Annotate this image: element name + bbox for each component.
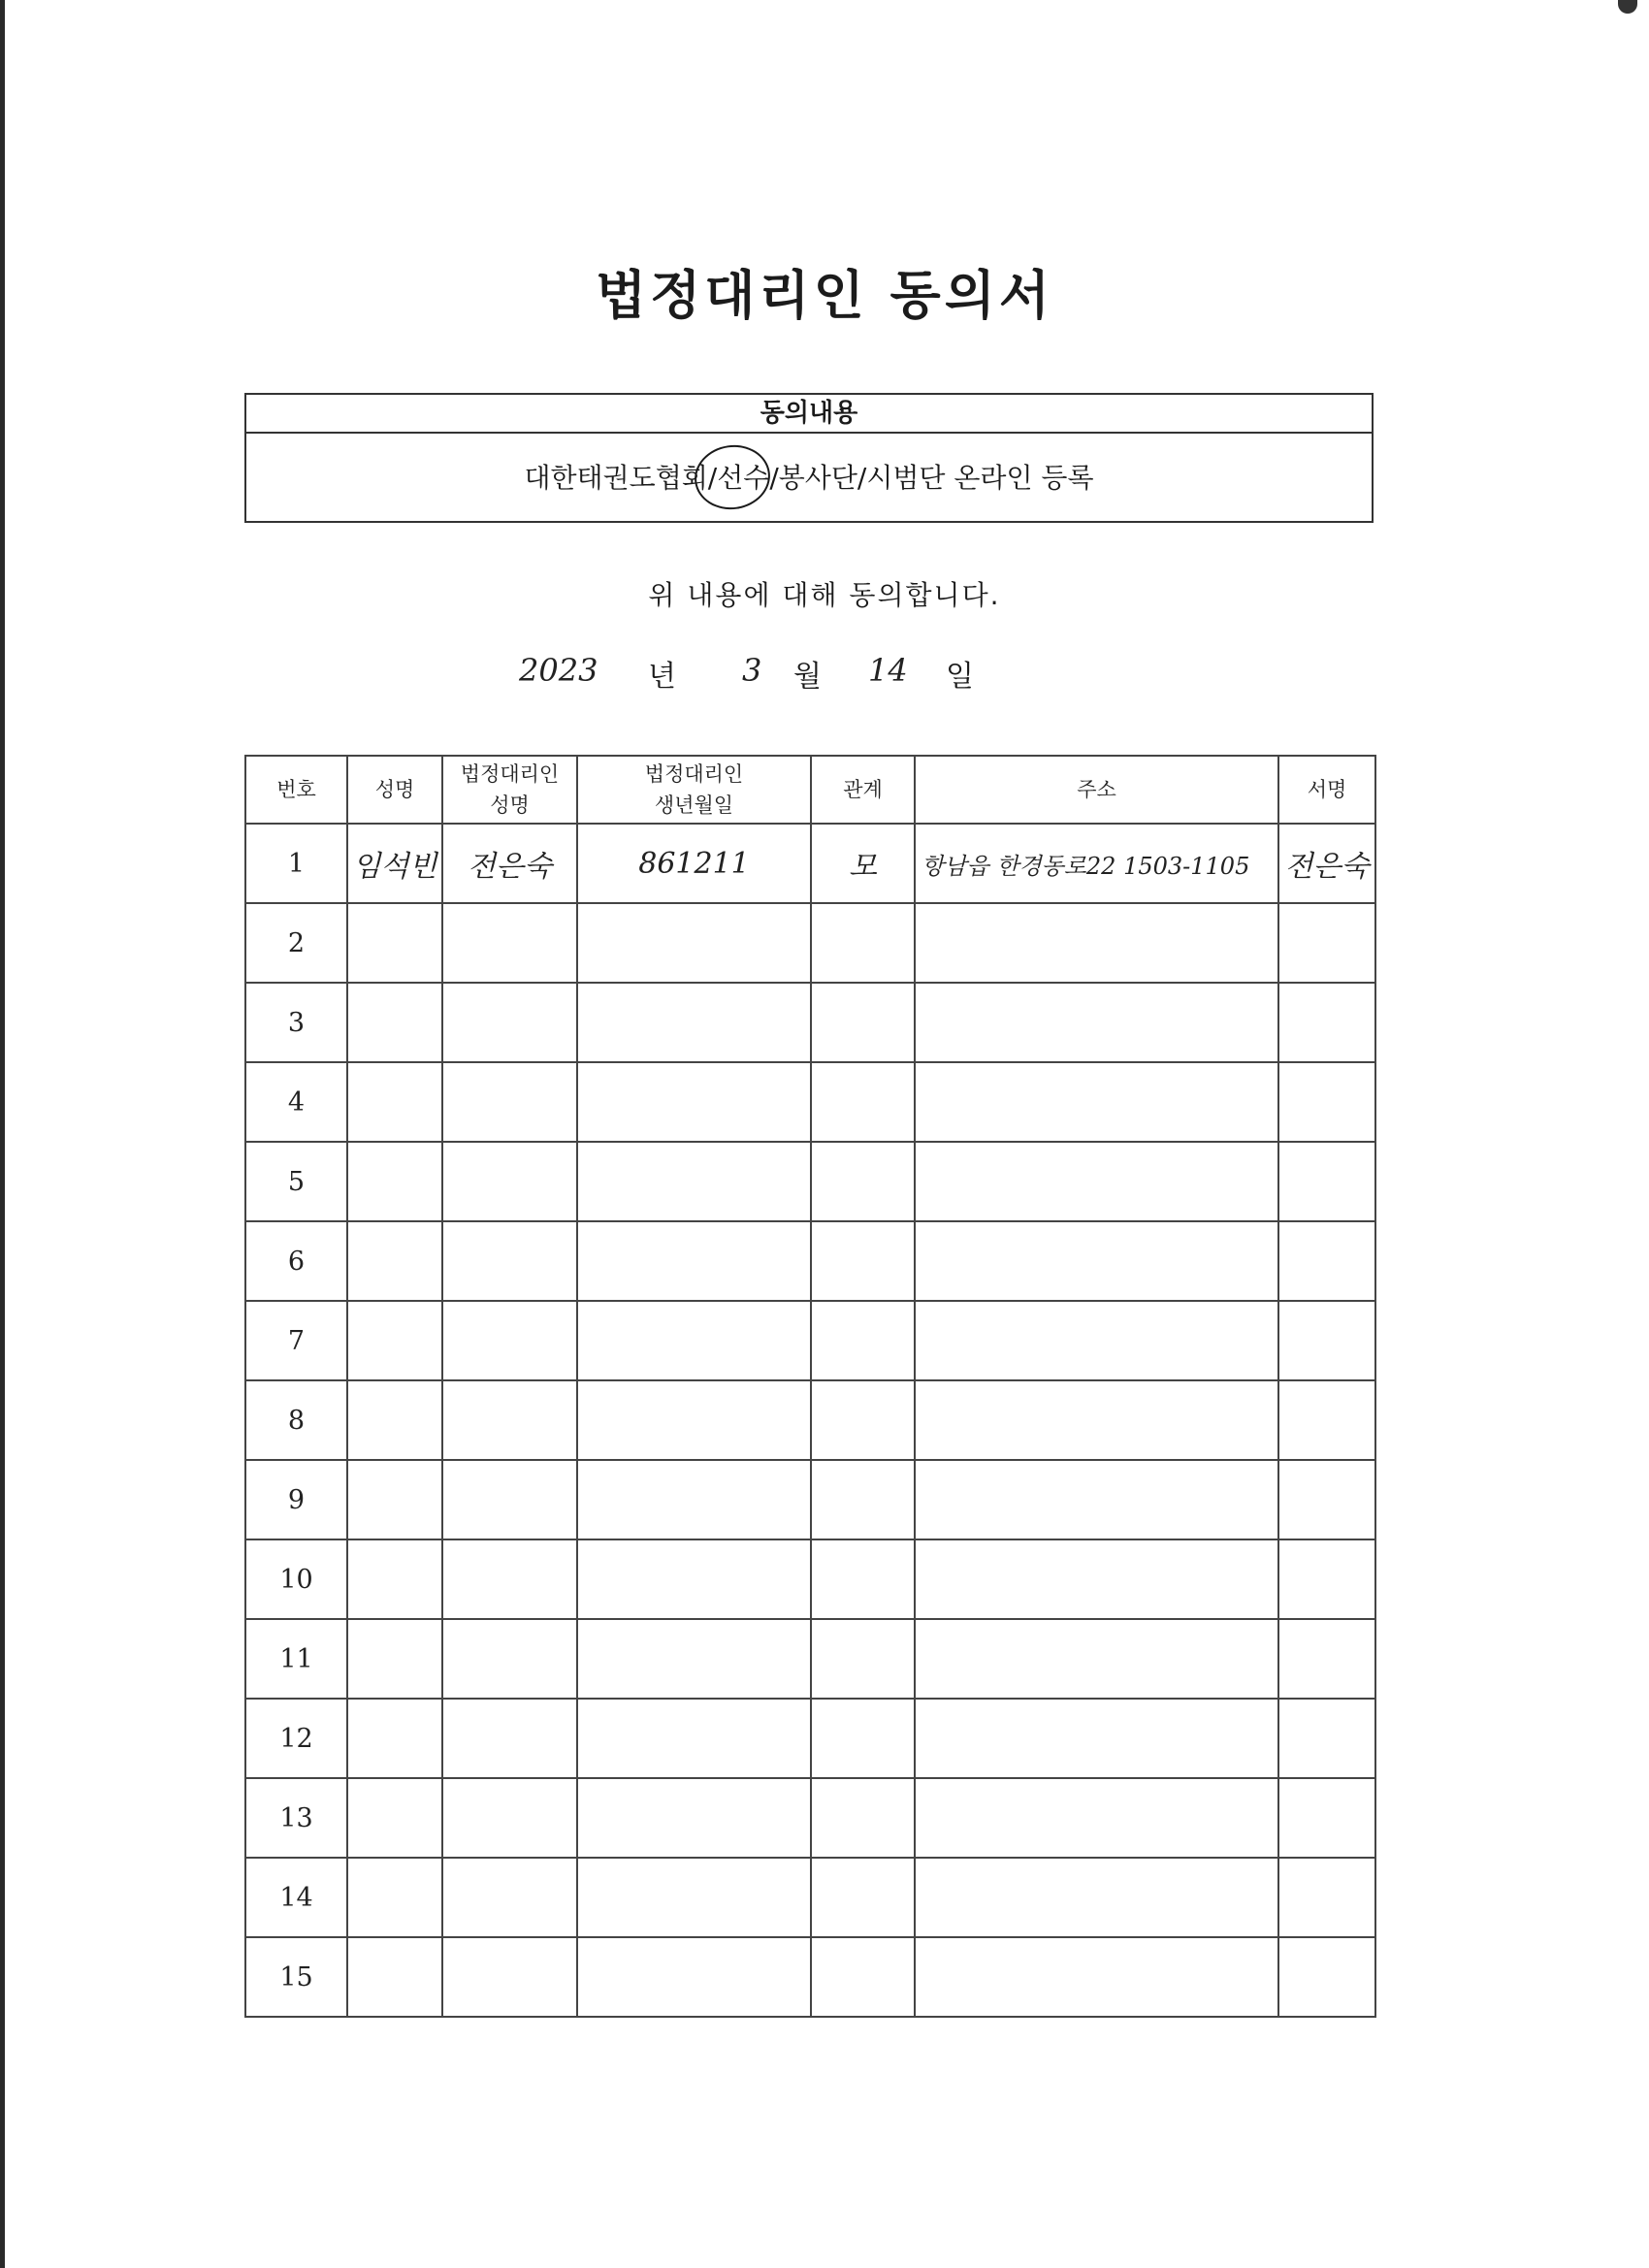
cell-signature: [1278, 1221, 1375, 1301]
table-row: [245, 1619, 1375, 1699]
table-row: [245, 1380, 1375, 1460]
cell-relation: [811, 1699, 915, 1778]
cell-guardian-name: [442, 1142, 577, 1221]
cell-address: [915, 1380, 1278, 1460]
cell-no: 3: [245, 983, 347, 1062]
cell-relation: [811, 1539, 915, 1619]
header-no: 번호: [245, 756, 347, 824]
consent-text: 대한태권도협회/선수/봉사단/시범단 온라인 등록: [524, 462, 1094, 494]
scan-edge: [0, 0, 5, 2268]
table-row: [245, 1699, 1375, 1778]
cell-name: [347, 1062, 442, 1142]
cell-guardian-birth: [577, 1858, 811, 1937]
cell-address: [915, 1460, 1278, 1539]
cell-no: 13: [245, 1778, 347, 1858]
date-year: 2023: [519, 652, 598, 689]
cell-guardian-birth: [577, 983, 811, 1062]
header-address: 주소: [915, 756, 1278, 824]
cell-no: 12: [245, 1699, 347, 1778]
table-row: [245, 824, 1375, 903]
cell-no: 10: [245, 1539, 347, 1619]
cell-signature: [1278, 1858, 1375, 1937]
cell-name: [347, 1937, 442, 2017]
cell-address: [915, 1062, 1278, 1142]
table-row: [245, 903, 1375, 983]
cell-name: [347, 1858, 442, 1937]
cell-signature: [1278, 1539, 1375, 1619]
consent-header: 동의내용: [246, 395, 1372, 434]
cell-no: 4: [245, 1062, 347, 1142]
cell-signature: [1278, 1380, 1375, 1460]
cell-guardian-birth: [577, 1699, 811, 1778]
cell-guardian-birth: [577, 1301, 811, 1380]
date-year-unit: 년: [648, 660, 676, 694]
cell-guardian-name: [442, 1937, 577, 2017]
cell-relation: [811, 1301, 915, 1380]
cell-address: [915, 1221, 1278, 1301]
cell-no: 11: [245, 1619, 347, 1699]
cell-guardian-name: [442, 1380, 577, 1460]
cell-guardian-birth: [577, 1460, 811, 1539]
header-signature: 서명: [1278, 756, 1375, 824]
header-guardian-birth: 법정대리인 생년월일: [577, 756, 811, 824]
cell-signature: [1278, 1778, 1375, 1858]
cell-name: [347, 983, 442, 1062]
table-row: [245, 1062, 1375, 1142]
cell-guardian-birth: [577, 903, 811, 983]
cell-relation: [811, 1062, 915, 1142]
cell-signature: 전은숙: [1278, 824, 1375, 903]
cell-guardian-birth: [577, 1778, 811, 1858]
cell-no: 8: [245, 1380, 347, 1460]
cell-address: [915, 1142, 1278, 1221]
header-relation: 관계: [811, 756, 915, 824]
cell-signature: [1278, 903, 1375, 983]
cell-guardian-name: [442, 1778, 577, 1858]
cell-guardian-name: [442, 1539, 577, 1619]
cell-relation: [811, 983, 915, 1062]
cell-guardian-birth: [577, 1619, 811, 1699]
cell-signature: [1278, 1301, 1375, 1380]
cell-address: [915, 1858, 1278, 1937]
cell-guardian-name: [442, 1062, 577, 1142]
cell-no: 15: [245, 1937, 347, 2017]
date-month: 3: [742, 652, 762, 689]
cell-name: [347, 1460, 442, 1539]
date-month-unit: 월: [793, 660, 822, 694]
cell-relation: [811, 1778, 915, 1858]
cell-relation: 모: [811, 824, 915, 903]
cell-no: 2: [245, 903, 347, 983]
cell-no: 1: [245, 824, 347, 903]
consent-box: [244, 393, 1374, 523]
table-row: [245, 1778, 1375, 1858]
table-row: [245, 983, 1375, 1062]
guardian-table: [244, 755, 1376, 2018]
date-day-unit: 일: [946, 660, 974, 694]
cell-name: [347, 1380, 442, 1460]
cell-signature: [1278, 1619, 1375, 1699]
cell-guardian-birth: [577, 1062, 811, 1142]
cell-no: 5: [245, 1142, 347, 1221]
cell-address: [915, 1699, 1278, 1778]
cell-relation: [811, 1619, 915, 1699]
cell-name: [347, 1778, 442, 1858]
cell-address: [915, 1619, 1278, 1699]
cell-guardian-name: [442, 1858, 577, 1937]
table-row: [245, 1142, 1375, 1221]
cell-guardian-name: 전은숙: [442, 824, 577, 903]
document-title: 법정대리인 동의서: [595, 265, 1054, 326]
cell-guardian-name: [442, 903, 577, 983]
cell-guardian-birth: [577, 1937, 811, 2017]
table-row: [245, 1301, 1375, 1380]
cell-relation: [811, 1221, 915, 1301]
cell-relation: [811, 1858, 915, 1937]
cell-name: [347, 1301, 442, 1380]
cell-signature: [1278, 1937, 1375, 2017]
date-line: [0, 652, 1649, 710]
cell-name: [347, 1221, 442, 1301]
table-row: [245, 1460, 1375, 1539]
cell-address: [915, 1937, 1278, 2017]
cell-guardian-birth: [577, 1221, 811, 1301]
cell-no: 7: [245, 1301, 347, 1380]
cell-relation: [811, 1937, 915, 2017]
cell-signature: [1278, 983, 1375, 1062]
cell-no: 14: [245, 1858, 347, 1937]
cell-address: [915, 1301, 1278, 1380]
cell-signature: [1278, 1699, 1375, 1778]
table-header-row: [245, 756, 1375, 824]
cell-signature: [1278, 1062, 1375, 1142]
cell-guardian-name: [442, 1699, 577, 1778]
cell-signature: [1278, 1142, 1375, 1221]
cell-name: [347, 1699, 442, 1778]
hand-drawn-circle: [691, 440, 774, 514]
cell-guardian-birth: 861211: [577, 824, 811, 903]
cell-no: 6: [245, 1221, 347, 1301]
scan-corner-mark: [1618, 0, 1637, 14]
header-guardian-name: 법정대리인 성명: [442, 756, 577, 824]
cell-signature: [1278, 1460, 1375, 1539]
cell-guardian-birth: [577, 1142, 811, 1221]
cell-relation: [811, 1142, 915, 1221]
cell-guardian-name: [442, 983, 577, 1062]
cell-guardian-birth: [577, 1539, 811, 1619]
table-row: [245, 1221, 1375, 1301]
cell-name: [347, 1539, 442, 1619]
cell-guardian-name: [442, 1221, 577, 1301]
cell-relation: [811, 1380, 915, 1460]
cell-address: [915, 983, 1278, 1062]
cell-guardian-birth: [577, 1380, 811, 1460]
cell-name: [347, 903, 442, 983]
date-day: 14: [868, 652, 908, 689]
cell-address: [915, 1778, 1278, 1858]
cell-name: [347, 1142, 442, 1221]
cell-address: 항남읍 한경동로22 1503-1105: [915, 824, 1278, 903]
agreement-text: 위 내용에 대해 동의합니다.: [648, 579, 1001, 611]
cell-no: 9: [245, 1460, 347, 1539]
table-row: [245, 1937, 1375, 2017]
table-row: [245, 1539, 1375, 1619]
cell-guardian-name: [442, 1460, 577, 1539]
cell-relation: [811, 903, 915, 983]
table-row: [245, 1858, 1375, 1937]
header-name: 성명: [347, 756, 442, 824]
consent-body: [246, 434, 1372, 523]
cell-address: [915, 903, 1278, 983]
cell-relation: [811, 1460, 915, 1539]
cell-name: [347, 1619, 442, 1699]
cell-name: 임석빈: [347, 824, 442, 903]
cell-guardian-name: [442, 1619, 577, 1699]
cell-address: [915, 1539, 1278, 1619]
cell-guardian-name: [442, 1301, 577, 1380]
